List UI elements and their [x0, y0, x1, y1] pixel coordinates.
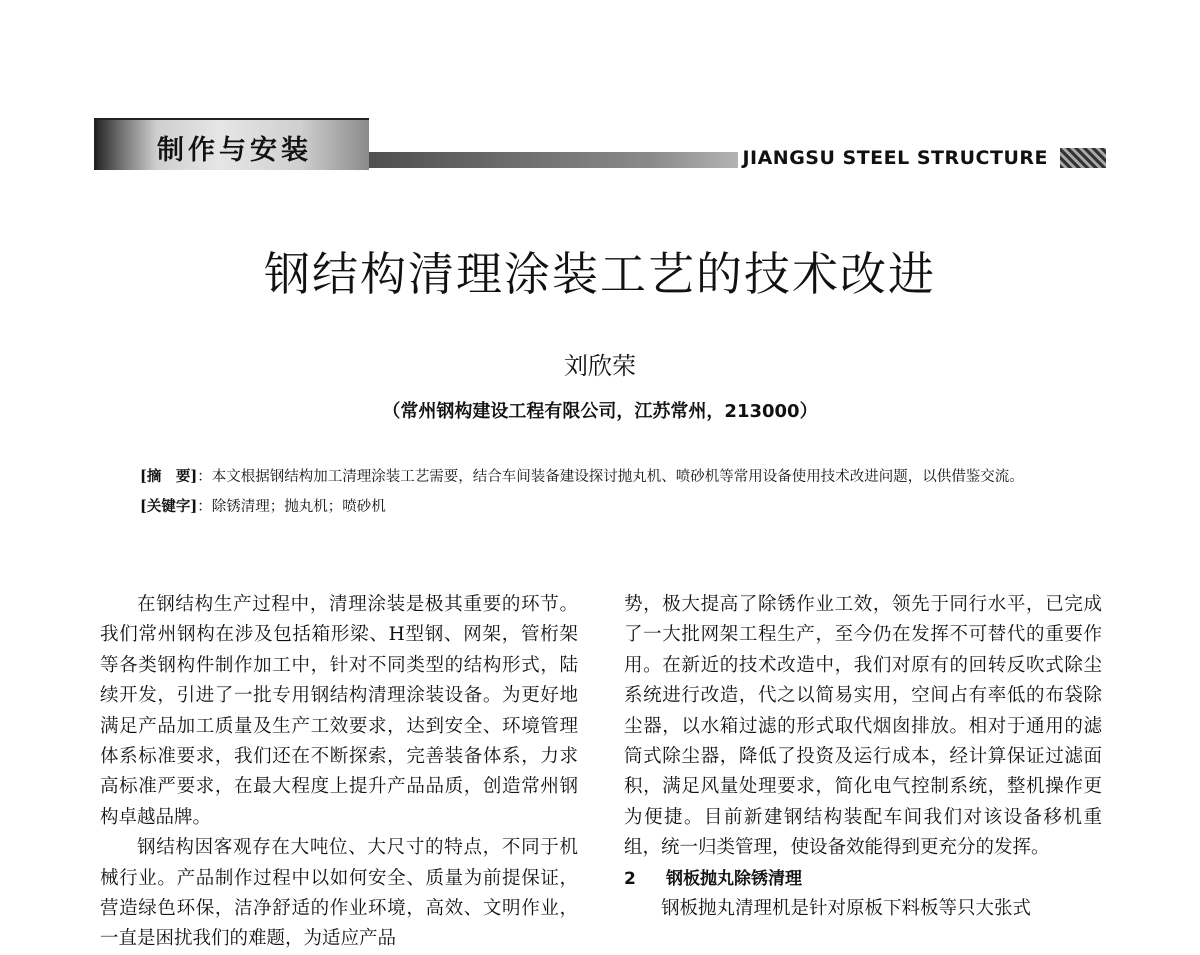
- section-heading-text: 钢板抛丸除锈清理: [666, 868, 802, 889]
- article-title: 钢结构清理涂装工艺的技术改进: [264, 247, 936, 301]
- section-number: 2: [624, 868, 636, 889]
- paragraph: 在钢结构生产过程中，清理涂装是极其重要的环节。我们常州钢构在涉及包括箱形梁、H型钢、网架，管桁架等各类钢构件制作加工中，针对不同类型的结构形式，陆续开发，引进了一批专用钢结构清理涂装设备。为更好地满足产品加工质量及生产工效要求，达到安全、环境管理体系标准要求，我们还在不断探索，完善装备体系，力求高标准严要求，在最大程度上提升产品品质，创造常州钢构卓越品牌。: [100, 594, 578, 828]
- author-name: 刘欣荣: [564, 352, 636, 380]
- abstract-block: [100, 462, 1100, 522]
- body-column-right: [624, 590, 1102, 924]
- header-ornament: [1060, 148, 1106, 168]
- section-label: 制作与安装: [157, 135, 312, 166]
- paragraph: 势，极大提高了除锈作业工效，领先于同行水平，已完成了一大批网架工程生产，至今仍在发挥不可替代的重要作用。在新近的技术改造中，我们对原有的回转反吹式除尘系统进行改造，代之以简易实用，空间占有率低的布袋除尘器，以水箱过滤的形式取代烟囱排放。相对于通用的滤筒式除尘器，降低了投资及运行成本，经计算保证过滤面积，满足风量处理要求，简化电气控制系统，整机操作更为便捷。目前新建钢结构装配车间我们对该设备移机重组，统一归类管理，使设备效能得到更充分的发挥。: [624, 594, 1102, 859]
- paragraph: 钢板抛丸清理机是针对原板下料板等只大张式: [661, 898, 1032, 920]
- keywords-text: ：除锈清理；抛丸机；喷砂机: [197, 499, 386, 515]
- section-tab: [94, 118, 369, 170]
- running-header: [94, 118, 1106, 170]
- journal-name: JIANGSU STEEL STRUCTURE: [738, 147, 1052, 169]
- keywords: [100, 492, 1100, 522]
- keywords-label: [关键字]: [140, 498, 198, 515]
- paragraph: 钢结构因客观存在大吨位、大尺寸的特点，不同于机械行业。产品制作过程中以如何安全、质量为前提保证，营造绿色环保，洁净舒适的作业环境，高效、文明作业，一直是困扰我们的难题，为适应产品: [100, 837, 578, 950]
- abstract-label: [摘 要]: [140, 468, 198, 485]
- author-affiliation: （常州钢构建设工程有限公司，江苏常州，213000）: [382, 401, 818, 422]
- abstract: [100, 462, 1100, 492]
- body-column-left: [100, 590, 578, 955]
- section-heading: [624, 864, 1102, 894]
- abstract-text: ：本文根据钢结构加工清理涂装工艺需要，结合车间装备建设探讨抛丸机、喷砂机等常用设备使用技术改进问题，以供借鉴交流。: [197, 469, 1024, 485]
